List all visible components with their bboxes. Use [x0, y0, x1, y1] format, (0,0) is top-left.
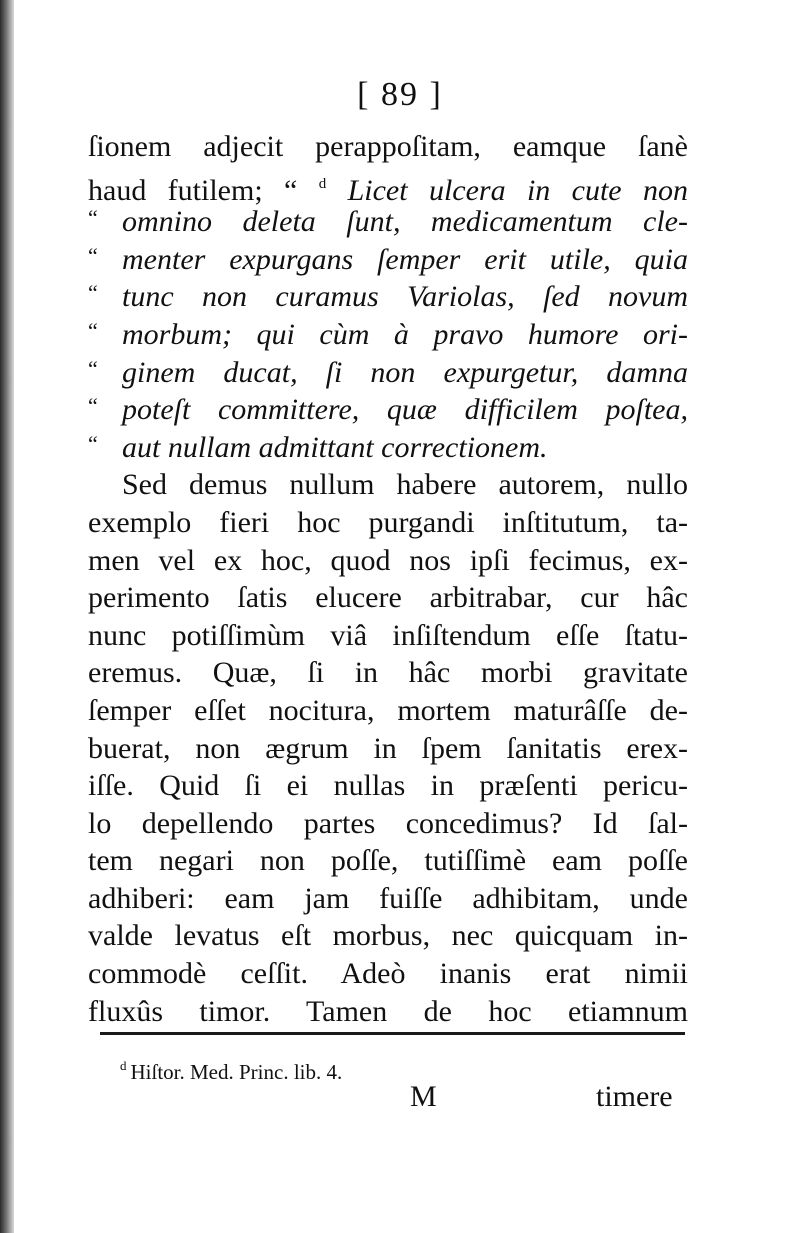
text-line: [88, 730, 688, 768]
line-text: buerat, non ægrum in ſpem ſanitatis erex-: [88, 731, 688, 765]
text-line: [88, 805, 688, 843]
line-text: morbum; qui cùm à pravo humore ori-: [122, 317, 688, 351]
footnote-marker: d: [120, 1058, 127, 1073]
line-text: perimento ſatis elucere arbitrabar, cur hâc: [88, 581, 688, 615]
line-text: eremus. Quæ, ſi in hâc morbi gravitate: [88, 656, 688, 690]
text-line: [88, 579, 688, 617]
footnote-rule: [100, 1032, 685, 1035]
quote-mark: “: [88, 280, 98, 306]
line-text: tem negari non poſſe, tutiſſimè eam poſſe: [88, 844, 688, 878]
text-line: [88, 917, 688, 955]
quote-mark: “: [88, 355, 98, 381]
text-line: [88, 316, 688, 354]
text-line: [88, 429, 688, 467]
line-text: ginem ducat, ſi non expurgetur, damna: [122, 355, 688, 389]
line-text: iſſe. Quid ſi ei nullas in præſenti pericu-: [88, 769, 688, 803]
page-binding-edge: [0, 0, 14, 1233]
signature-mark: M: [410, 1080, 437, 1113]
footnote: [120, 1058, 342, 1085]
quote-mark: “: [88, 393, 98, 419]
quote-mark: “: [88, 317, 98, 343]
quote-start: Licet ulcera in cute non: [326, 173, 688, 207]
line-text: poteſt committere, quæ difficilem poſtea,: [122, 393, 688, 427]
line-text: aut nullam admittant correctionem.: [122, 430, 548, 464]
text-line: [88, 466, 688, 504]
line-text: commodè ceſſit. Adeò inanis erat nimii: [88, 957, 688, 991]
line-text: menter expurgans ſemper erit utile, quia: [122, 242, 688, 276]
text-line: [88, 128, 688, 166]
text-line: [88, 842, 688, 880]
text-line: [88, 955, 688, 993]
line-text: fluxûs timor. Tamen de hoc etiamnum: [88, 994, 688, 1028]
line-text: lo depellendo partes concedimus? Id ſal-: [88, 806, 688, 840]
text-line: [88, 166, 688, 207]
text-line: [88, 617, 688, 655]
catchword: timere: [596, 1080, 673, 1113]
text-line: [88, 993, 688, 1031]
text-line: [88, 880, 688, 918]
footnote-text: Hiſtor. Med. Princ. lib. 4.: [130, 1060, 343, 1084]
text-line: [88, 542, 688, 580]
line-text: men vel ex hoc, quod nos ipſi fecimus, ex-: [88, 543, 688, 577]
line-text: exemplo fieri hoc purgandi inſtitutum, ta-: [88, 505, 688, 539]
line-text: omnino deleta ſunt, medicamentum cle-: [122, 205, 688, 239]
body-text: [88, 128, 688, 1030]
quote-mark: “: [88, 205, 98, 231]
line-text: adhiberi: eam jam fuiſſe adhibitam, unde: [88, 881, 688, 915]
text-line: [88, 692, 688, 730]
quote-mark: “: [88, 430, 98, 456]
line-text: tunc non curamus Variolas, ſed novum: [122, 280, 688, 314]
line-text: ſionem adjecit perappoſitam, eamque ſanè: [88, 130, 688, 163]
text-line: [88, 241, 688, 279]
text-line: [88, 203, 688, 241]
text-line: [88, 504, 688, 542]
text-line: [88, 767, 688, 805]
page-number: [ 89 ]: [357, 76, 443, 113]
quote-mark: “: [88, 242, 98, 268]
footnote-reference: d: [318, 175, 327, 192]
text-line: [88, 354, 688, 392]
line-text: Sed demus nullum habere autorem, nullo: [122, 468, 688, 502]
text-line: [88, 278, 688, 316]
line-text: nunc potiſſimùm viâ inſiſtendum eſſe ſtatu-: [88, 618, 688, 652]
text-line: [88, 654, 688, 692]
line-lead: haud futilem; “: [88, 173, 319, 207]
line-text: valde levatus eſt morbus, nec quicquam in-: [88, 919, 688, 953]
line-text: ſemper eſſet nocitura, mortem maturâſſe de-: [88, 693, 688, 727]
text-line: [88, 391, 688, 429]
